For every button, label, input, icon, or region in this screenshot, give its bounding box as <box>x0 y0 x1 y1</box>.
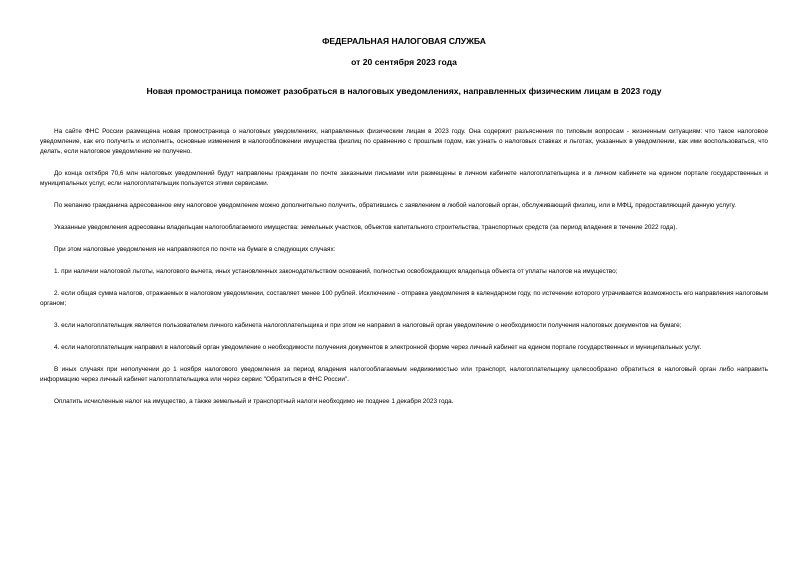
paragraph-payment-deadline: Оплатить исчисленные налог на имущество, а также земельный и транспортный налоги необходимо не позднее 1 декабря 2023 года. <box>54 398 454 405</box>
paragraph-exceptions-intro: При этом налоговые уведомления не направляются по почте на бумаге в следующих случаях: <box>54 246 336 253</box>
paragraph-addressees: Указанные уведомления адресованы владельцам налогооблагаемого имущества: земельных участков, объектов капитального строительства, транспортных средств (за период владения в течение 2022 года). <box>54 224 678 231</box>
paragraph-promo-page: На сайте ФНС России размещена новая промостраница о налоговых уведомлениях, направленных физическим лицам в 2023 году. Она содержит разъяснения по типовым вопросам - жизненным ситуациям: что такое налоговое уведомление, как его получить и исполнить, основные изменения в налогообложении имущества физлиц по сравнению с прошлым годом, как узнать о налоговых ставках и льготах, указанных в уведомлении, как ими воспользоваться, что делать, если налоговое уведомление не получено. <box>40 128 768 155</box>
paragraph-request-copy: По желанию гражданина адресованное ему налоговое уведомление можно дополнительно получить, обратившись с заявлением в любой налоговый орган, обслуживающий физлиц, или в МФЦ, предоставляющий данную услугу. <box>54 202 736 209</box>
document-date: от 20 сентября 2023 года <box>351 57 457 67</box>
list-item-2: 2. если общая сумма налогов, отражаемых в налоговом уведомлении, составляет менее 100 рублей. Исключение - отправка уведомления в календарном году, по истечении которого утрачивается возможность его направления налоговым органом; <box>40 290 768 307</box>
paragraph-not-received: В иных случаях при неполучении до 1 ноября налогового уведомления за период владения налогооблагаемым недвижимостью или транспорт, налогоплательщику целесообразно обратиться в налоговый орган либо направить информацию через личный кабинет налогоплательщика или через сервис "Обратиться в ФНС России". <box>40 366 768 383</box>
list-item-1: 1. при наличии налоговой льготы, налогового вычета, иных установленных законодательством оснований, полностью освобождающих владельца объекта от уплаты налогов на имущество; <box>54 268 618 275</box>
document-title: Новая промостраница поможет разобраться в налоговых уведомлениях, направленных физическим лицам в 2023 году <box>146 86 662 96</box>
organization-heading: ФЕДЕРАЛЬНАЯ НАЛОГОВАЯ СЛУЖБА <box>322 36 486 46</box>
list-item-3: 3. если налогоплательщик является пользователем личного кабинета налогоплательщика и при этом не направил в налоговый орган уведомление о необходимости получения налоговых документов на бумаге; <box>54 322 682 329</box>
paragraph-delivery-deadline: До конца октября 70,6 млн налоговых уведомлений будут направлены гражданам по почте заказными письмами или размещены в личном кабинете налогоплательщика и в личном кабинете на едином портале государственных и муниципальных услуг, если налогоплательщик пользуется этими сервисами. <box>40 170 768 187</box>
list-item-4: 4. если налогоплательщик направил в налоговый орган уведомление о необходимости получения документов в электронной форме через личный кабинет на едином портале государственных и муниципальных услуг. <box>54 344 702 351</box>
document-body <box>40 127 768 419</box>
document-page <box>40 0 768 571</box>
